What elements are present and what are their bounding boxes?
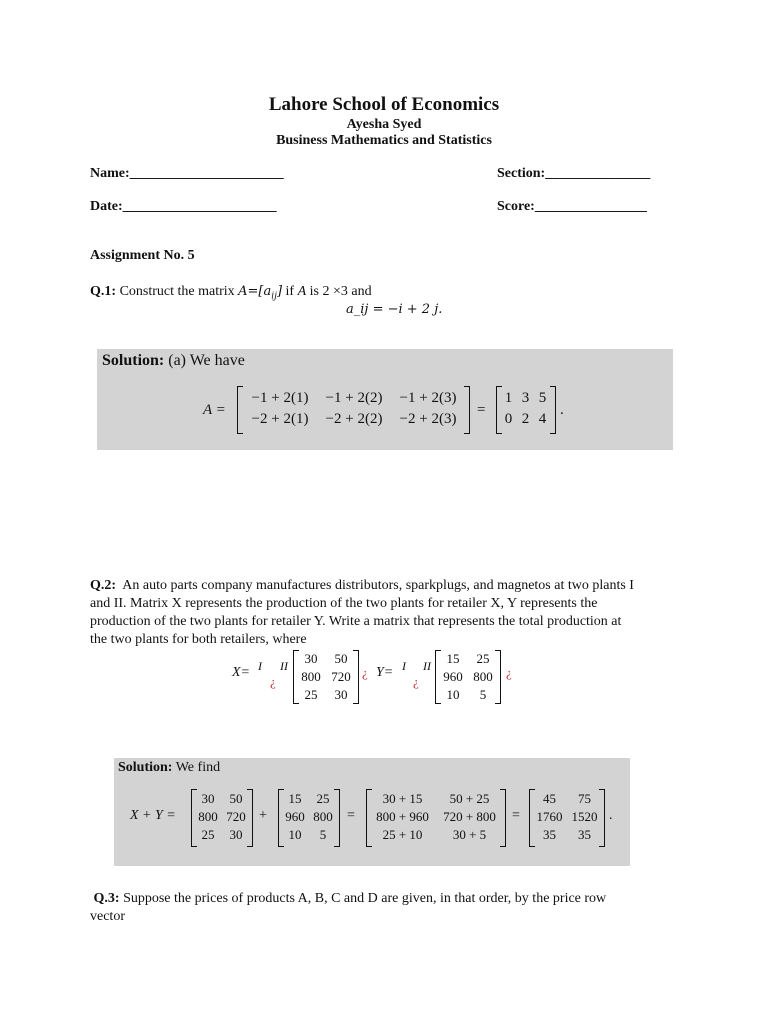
q1-statement — [90, 284, 372, 302]
matrix-cell: 1 — [504, 390, 513, 406]
q1-solution-label: Solution: — [102, 352, 165, 369]
col-label-1: I — [402, 659, 406, 673]
q3-statement — [90, 890, 690, 926]
matrix-cell: 800 — [313, 809, 333, 824]
matrix-cell: −2 + 2(2) — [325, 411, 383, 427]
col-label-2: II — [280, 659, 288, 673]
q1-matrix-symbol: $A=[a_{ij}]$ — [238, 284, 283, 302]
matrix-cell: 960 — [443, 669, 463, 684]
q3-line: Suppose the prices of products A, B, C and D are given, in that order, by the price row — [123, 891, 607, 906]
q2-given-matrices — [232, 648, 522, 706]
date-field: Date:______________________ — [90, 199, 277, 214]
q2-line: the two plants for both retailers, where — [90, 632, 307, 647]
matrix-cell: 50 + 25 — [449, 791, 490, 806]
period: . — [609, 808, 613, 823]
period: . — [560, 402, 564, 418]
q2-solution-label: Solution: — [118, 760, 173, 775]
institution-title: Lahore School of Economics — [268, 94, 500, 115]
q1-label: Q.1: — [90, 284, 117, 299]
q1-rule: a_ij = −i + 2 j. — [346, 302, 443, 317]
matrix-cell: 45 — [543, 791, 556, 806]
plus-sign: + — [259, 808, 267, 823]
matrix-cell: −1 + 2(1) — [251, 390, 309, 406]
matrix-cell: 960 — [285, 809, 305, 824]
solution-sum-matrix — [366, 789, 506, 847]
q2-solution-intro: We find — [175, 760, 221, 775]
matrix-cell: −2 + 2(3) — [399, 411, 457, 427]
equals-sign: = — [347, 808, 355, 823]
matrix-cell: 35 — [543, 827, 556, 842]
q2-solution-lhs: X + Y = — [130, 808, 176, 823]
q2-line: An auto parts company manufactures distributors, sparkplugs, and magnetos at two plants I — [122, 578, 634, 593]
matrix-cell: 2 — [521, 411, 530, 427]
q1-solution-heading — [102, 352, 245, 370]
matrix-cell: 30 — [334, 687, 348, 702]
matrix-cell: 25 — [304, 687, 318, 702]
q2-line: and II. Matrix X represents the production of the two plants for retailer X, Y represents the — [90, 596, 598, 611]
q1-text-b: if — [285, 284, 295, 299]
matrix-cell: 1760 — [536, 809, 563, 824]
glyph: ¿ — [270, 674, 276, 689]
q1-expr-matrix — [237, 386, 470, 434]
matrix-cell: 25 + 10 — [382, 827, 423, 842]
q1-symbol-a: A — [297, 284, 307, 299]
q2-statement — [90, 577, 690, 649]
q1-solution-box — [97, 349, 673, 450]
matrix-cell: 25 — [316, 791, 330, 806]
matrix-cell: 800 + 960 — [376, 809, 429, 824]
q1-solution-lhs: A = — [203, 402, 226, 418]
matrix-cell: 5 — [319, 827, 327, 842]
matrix-cell: 800 — [198, 809, 218, 824]
equals-sign: = — [477, 402, 486, 418]
matrix-cell: 720 — [331, 669, 351, 684]
matrix-cell: 50 — [229, 791, 243, 806]
matrix-cell: 35 — [578, 827, 591, 842]
y-symbol: Y= — [376, 665, 394, 680]
matrix-cell: 30 — [304, 651, 318, 666]
equals-sign: = — [512, 808, 520, 823]
solution-matrix-x — [191, 789, 253, 847]
matrix-cell: 30 + 5 — [452, 827, 487, 842]
glyph: ¿ — [413, 674, 419, 689]
matrix-cell: 10 — [288, 827, 302, 842]
matrix-cell: 720 + 800 — [443, 809, 496, 824]
matrix-cell: −1 + 2(3) — [399, 390, 457, 406]
name-field: Name:______________________ — [90, 166, 284, 181]
assignment-heading: Assignment No. 5 — [90, 248, 195, 263]
matrix-cell: 30 — [201, 791, 215, 806]
q3-label: Q.3: — [93, 891, 120, 906]
matrix-cell: 1520 — [571, 809, 598, 824]
q3-line: vector — [90, 909, 125, 924]
q2-solution-heading — [118, 760, 220, 776]
q1-result-matrix — [496, 386, 556, 434]
col-label-2: II — [423, 659, 431, 673]
col-label-1: I — [258, 659, 262, 673]
matrix-cell: 4 — [538, 411, 547, 427]
matrix-cell: 3 — [521, 390, 530, 406]
matrix-cell: 800 — [301, 669, 321, 684]
matrix-y — [435, 650, 501, 704]
matrix-cell: 75 — [578, 791, 591, 806]
matrix-cell: 25 — [476, 651, 490, 666]
q1-solution-intro: (a) We have — [168, 352, 245, 369]
matrix-cell: 15 — [288, 791, 302, 806]
matrix-cell: 5 — [479, 687, 487, 702]
q2-line: production of the two plants for retailer Y. Write a matrix that represents the total production at — [90, 614, 622, 629]
glyph: ¿ — [362, 665, 368, 680]
matrix-cell: 10 — [446, 687, 460, 702]
matrix-x — [293, 650, 359, 704]
matrix-cell: 800 — [473, 669, 493, 684]
matrix-cell: 25 — [201, 827, 215, 842]
matrix-cell: 50 — [334, 651, 348, 666]
matrix-cell: −2 + 2(1) — [251, 411, 309, 427]
matrix-cell: 720 — [226, 809, 246, 824]
glyph: ¿ — [506, 665, 512, 680]
q1-text-a: Construct the matrix — [119, 284, 235, 299]
matrix-cell: 0 — [504, 411, 513, 427]
solution-matrix-y — [278, 789, 340, 847]
q2-solution-box — [114, 758, 630, 866]
course-name: Business Mathematics and Statistics — [276, 133, 492, 148]
matrix-cell: 5 — [538, 390, 547, 406]
matrix-cell: −1 + 2(2) — [325, 390, 383, 406]
matrix-cell: 30 — [229, 827, 243, 842]
solution-result-matrix — [529, 789, 605, 847]
matrix-cell: 15 — [446, 651, 460, 666]
q2-label: Q.2: — [90, 578, 117, 593]
x-symbol: X= — [232, 665, 250, 680]
q1-text-c: is 2 ×3 and — [309, 284, 372, 299]
score-field: Score:________________ — [497, 199, 647, 214]
matrix-cell: 30 + 15 — [382, 791, 423, 806]
section-field: Section:_______________ — [497, 166, 651, 181]
author-name: Ayesha Syed — [346, 117, 422, 132]
